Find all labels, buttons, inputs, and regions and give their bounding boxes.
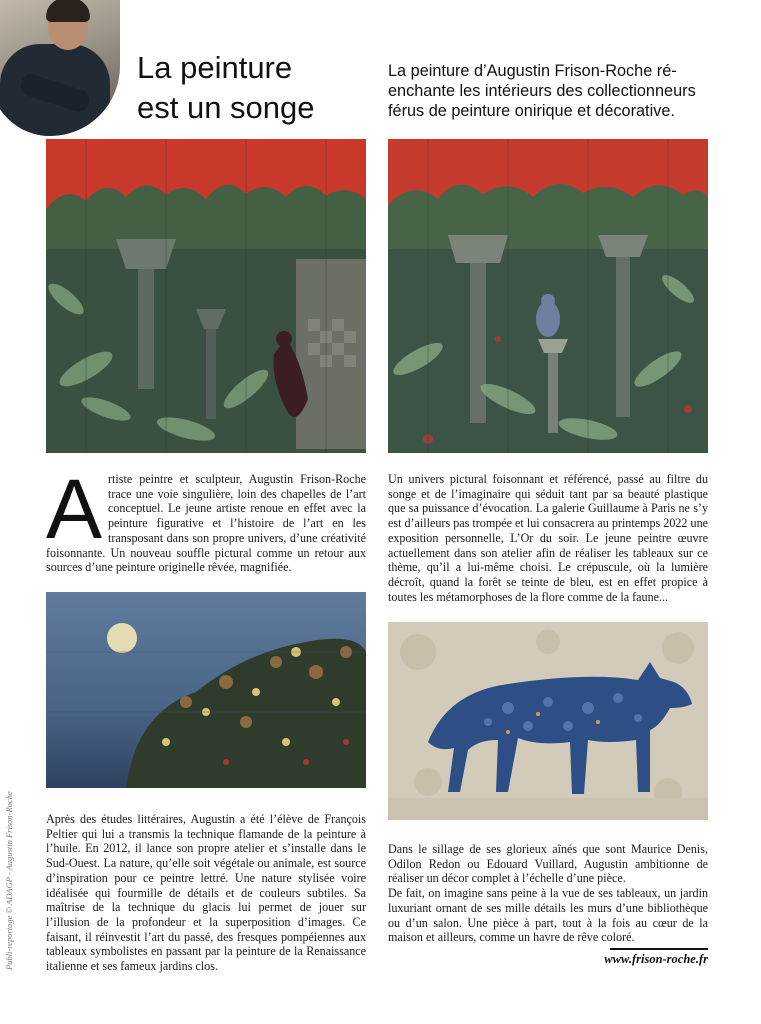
lede-paragraph: La peinture d’Augustin Frison-Roche ré-enchante les intérieurs des collectionneurs férus de peinture onirique et décorative. (388, 62, 696, 120)
vertical-credit (6, 760, 26, 970)
article-column-right-top (388, 472, 708, 604)
website-link[interactable]: www.frison-roche.fr (604, 952, 708, 966)
page-title-line-1: La peinture (137, 50, 293, 85)
page-title (137, 48, 357, 128)
decor-paragraph: De fait, on imagine sans peine à la vue de ses tableaux, un jardin luxuriant ornant de ses mille détails les murs d’une bibliothèque ou d’un salon. Une pièce à part, tout à la fois au cœur de la maison et ailleurs, comme un havre de rêve coloré. (388, 886, 708, 945)
painting-garden-red-sky-bird (46, 139, 366, 453)
artist-portrait-photo (0, 0, 120, 136)
influences-paragraph: Dans le sillage de ses glorieux aînés que sont Maurice Denis, Odilon Redon ou Edouard Vuillard, Augustin ambitionne de réaliser un décor complet à l’échelle d’une pièce. (388, 842, 708, 886)
exhibition-paragraph: Un univers pictural foisonnant et référencé, passé au filtre du songe et de l’imaginaire qui séduit tant par sa beauté plastique que sa puissance d’évocation. La galerie Guillaume à Paris ne s’y est d’ailleurs pas trompée et lui consacrera au printemps 2022 une exposition personnelle, L’Or du soir. Le jeune peintre œuvre actuellement dans son atelier afin de réaliser les tableaux sur ce thème, qu’il a lui-même choisi. Le crépuscule, où la lumière décroît, quand la forêt se teinte de bleu, est en effet propice à toutes les métamorphoses de la flore comme de la faune... (388, 472, 708, 604)
credit-text: Publi-reportage © ADAGP - Augustin Frison-Roche (4, 791, 14, 970)
painting-moonlit-blossoms (46, 592, 366, 788)
article-intro-column (46, 462, 366, 575)
training-paragraph: Après des études littéraires, Augustin a été l’élève de François Peltier qui lui a transmis la technique flamande de la peinture à l’huile. En 2012, il lance son propre atelier et s’installe dans le Sud-Ouest. La nature, qu’elle soit végétale ou animale, est source d’inspiration pour ce peintre lettré. Une nature stylisée voire idéalisée qui fourmille de détails et de couleurs subtiles. Sa maîtrise de la technique du glacis lui permet de jouer sur l’illusion de la profondeur et la superposition d’images. Ce faisant, il réinvestit l’art du passé, des fresques pompéiennes aux tableaux symbolistes en passant par la peinture de la Renaissance italienne et ses fameux jardins clos. (46, 812, 366, 974)
page-title-line-2: est un songe (137, 90, 315, 125)
painting-garden-columns-blue-bird (388, 139, 708, 453)
painting-blue-wolf (388, 622, 708, 820)
article-column-left-bottom (46, 812, 366, 974)
drop-cap: A (46, 462, 103, 556)
footer-rule (610, 948, 708, 950)
article-column-right-bottom (388, 842, 708, 945)
intro-paragraph: rtiste peintre et sculpteur, Augustin Frison-Roche trace une voie singulière, loin des chapelles de l’art conceptuel. Le jeune artiste renoue en effet avec la peinture figurative et l’histoire de l’art en les transposant dans son propre univers, d’une créativité foisonnante. Un nouveau souffle pictural comme un retour aux sources d’une peinture originelle rêvée, magnifiée. (46, 472, 366, 575)
